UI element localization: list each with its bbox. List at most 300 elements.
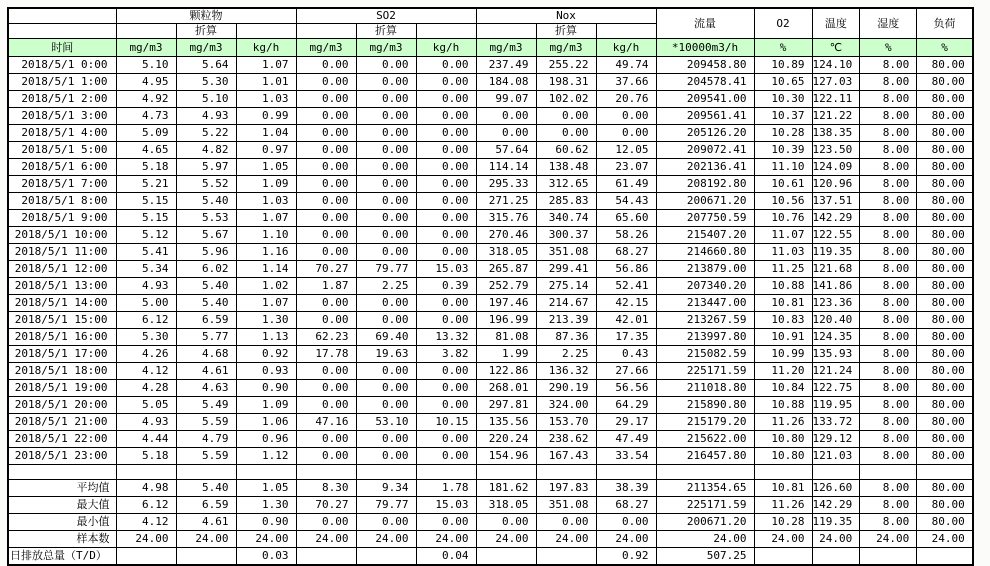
data-cell[interactable]: 0.00	[356, 210, 416, 227]
data-cell[interactable]: 127.03	[812, 74, 860, 91]
data-cell[interactable]: 0.00	[356, 312, 416, 329]
data-cell[interactable]: 5.00	[116, 295, 176, 312]
data-cell[interactable]: 0.00	[416, 244, 476, 261]
data-cell[interactable]: 1.87	[296, 278, 356, 295]
data-cell[interactable]: 197.46	[476, 295, 536, 312]
data-cell[interactable]: 58.26	[596, 227, 656, 244]
header-humidity[interactable]: 湿度	[860, 8, 917, 39]
data-cell[interactable]: 80.00	[917, 176, 973, 193]
data-cell[interactable]: 114.14	[476, 159, 536, 176]
empty-cell[interactable]	[116, 465, 176, 480]
data-cell[interactable]: 0.00	[296, 363, 356, 380]
data-cell[interactable]: 5.15	[116, 210, 176, 227]
summary-cell[interactable]: 8.00	[860, 497, 917, 514]
time-cell[interactable]: 2018/5/1 19:00	[8, 380, 116, 397]
data-cell[interactable]: 80.00	[917, 125, 973, 142]
data-cell[interactable]: 0.00	[536, 108, 596, 125]
data-cell[interactable]: 2.25	[536, 346, 596, 363]
data-cell[interactable]: 0.00	[416, 380, 476, 397]
data-cell[interactable]: 209541.00	[656, 91, 754, 108]
data-cell[interactable]: 0.00	[296, 142, 356, 159]
unit-nox-2[interactable]: mg/m3	[536, 39, 596, 57]
data-cell[interactable]: 4.95	[116, 74, 176, 91]
data-cell[interactable]: 8.00	[860, 431, 917, 448]
time-cell[interactable]: 2018/5/1 11:00	[8, 244, 116, 261]
time-cell[interactable]: 2018/5/1 12:00	[8, 261, 116, 278]
time-cell[interactable]: 2018/5/1 23:00	[8, 448, 116, 465]
data-cell[interactable]: 10.37	[754, 108, 812, 125]
data-cell[interactable]: 5.59	[176, 414, 236, 431]
data-cell[interactable]: 80.00	[917, 108, 973, 125]
data-cell[interactable]: 5.15	[116, 193, 176, 210]
data-cell[interactable]: 4.44	[116, 431, 176, 448]
data-cell[interactable]: 0.00	[296, 108, 356, 125]
data-cell[interactable]: 124.10	[812, 57, 860, 74]
data-cell[interactable]: 42.01	[596, 312, 656, 329]
data-cell[interactable]: 99.07	[476, 91, 536, 108]
summary-cell[interactable]: 24.00	[596, 531, 656, 548]
data-cell[interactable]: 0.00	[356, 125, 416, 142]
data-cell[interactable]: 1.09	[236, 397, 296, 414]
time-cell[interactable]: 2018/5/1 8:00	[8, 193, 116, 210]
data-cell[interactable]: 70.27	[296, 261, 356, 278]
summary-cell[interactable]: 4.98	[116, 480, 176, 497]
data-cell[interactable]: 0.97	[236, 142, 296, 159]
data-cell[interactable]: 238.62	[536, 431, 596, 448]
data-cell[interactable]: 0.00	[416, 176, 476, 193]
data-cell[interactable]: 8.00	[860, 74, 917, 91]
unit-load[interactable]: %	[917, 39, 973, 57]
data-cell[interactable]: 8.00	[860, 329, 917, 346]
data-cell[interactable]: 5.96	[176, 244, 236, 261]
data-cell[interactable]: 1.12	[236, 448, 296, 465]
summary-cell[interactable]: 0.00	[356, 514, 416, 531]
time-cell[interactable]: 2018/5/1 3:00	[8, 108, 116, 125]
time-cell[interactable]: 2018/5/1 15:00	[8, 312, 116, 329]
data-cell[interactable]: 68.27	[596, 244, 656, 261]
data-cell[interactable]: 120.40	[812, 312, 860, 329]
data-cell[interactable]: 5.49	[176, 397, 236, 414]
data-cell[interactable]: 80.00	[917, 329, 973, 346]
summary-cell[interactable]	[536, 548, 596, 566]
data-cell[interactable]: 4.26	[116, 346, 176, 363]
data-cell[interactable]: 81.08	[476, 329, 536, 346]
summary-cell[interactable]: 24.00	[416, 531, 476, 548]
summary-cell[interactable]: 1.78	[416, 480, 476, 497]
time-cell[interactable]: 2018/5/1 10:00	[8, 227, 116, 244]
data-cell[interactable]: 122.75	[812, 380, 860, 397]
data-cell[interactable]: 0.00	[296, 244, 356, 261]
summary-cell[interactable]: 0.92	[596, 548, 656, 566]
data-cell[interactable]: 122.55	[812, 227, 860, 244]
data-cell[interactable]: 1.10	[236, 227, 296, 244]
data-cell[interactable]: 216457.80	[656, 448, 754, 465]
data-cell[interactable]: 10.15	[416, 414, 476, 431]
summary-cell[interactable]: 8.00	[860, 514, 917, 531]
data-cell[interactable]: 209458.80	[656, 57, 754, 74]
data-cell[interactable]: 154.96	[476, 448, 536, 465]
time-cell[interactable]: 2018/5/1 1:00	[8, 74, 116, 91]
data-cell[interactable]: 8.00	[860, 193, 917, 210]
data-cell[interactable]: 0.00	[416, 363, 476, 380]
data-cell[interactable]: 312.65	[536, 176, 596, 193]
data-cell[interactable]: 119.35	[812, 244, 860, 261]
data-cell[interactable]: 10.39	[754, 142, 812, 159]
data-cell[interactable]: 8.00	[860, 142, 917, 159]
summary-cell[interactable]: 6.12	[116, 497, 176, 514]
data-cell[interactable]: 80.00	[917, 142, 973, 159]
data-cell[interactable]: 0.00	[416, 448, 476, 465]
data-cell[interactable]: 60.62	[536, 142, 596, 159]
data-cell[interactable]: 8.00	[860, 227, 917, 244]
data-cell[interactable]: 5.97	[176, 159, 236, 176]
data-cell[interactable]: 8.00	[860, 448, 917, 465]
empty-cell[interactable]	[656, 465, 754, 480]
data-cell[interactable]: 351.08	[536, 244, 596, 261]
data-cell[interactable]: 10.80	[754, 448, 812, 465]
data-cell[interactable]: 10.56	[754, 193, 812, 210]
data-cell[interactable]: 1.04	[236, 125, 296, 142]
empty-cell[interactable]	[860, 465, 917, 480]
summary-cell[interactable]: 318.05	[476, 497, 536, 514]
data-cell[interactable]: 80.00	[917, 363, 973, 380]
data-cell[interactable]: 4.63	[176, 380, 236, 397]
data-cell[interactable]: 4.92	[116, 91, 176, 108]
data-cell[interactable]: 120.96	[812, 176, 860, 193]
summary-cell[interactable]: 0.04	[416, 548, 476, 566]
data-cell[interactable]: 80.00	[917, 312, 973, 329]
empty-cell[interactable]	[812, 465, 860, 480]
data-cell[interactable]: 57.64	[476, 142, 536, 159]
summary-cell[interactable]: 181.62	[476, 480, 536, 497]
summary-cell[interactable]: 24.00	[356, 531, 416, 548]
data-cell[interactable]: 0.00	[476, 108, 536, 125]
data-cell[interactable]: 8.00	[860, 57, 917, 74]
summary-cell[interactable]: 6.59	[176, 497, 236, 514]
data-cell[interactable]: 1.06	[236, 414, 296, 431]
data-cell[interactable]: 80.00	[917, 431, 973, 448]
data-cell[interactable]: 220.24	[476, 431, 536, 448]
data-cell[interactable]: 138.48	[536, 159, 596, 176]
data-cell[interactable]: 42.15	[596, 295, 656, 312]
time-cell[interactable]: 2018/5/1 5:00	[8, 142, 116, 159]
summary-cell[interactable]: 0.90	[236, 514, 296, 531]
data-cell[interactable]: 138.35	[812, 125, 860, 142]
summary-cell[interactable]: 24.00	[296, 531, 356, 548]
time-cell[interactable]: 2018/5/1 4:00	[8, 125, 116, 142]
data-cell[interactable]: 122.11	[812, 91, 860, 108]
data-cell[interactable]: 79.77	[356, 261, 416, 278]
data-cell[interactable]: 17.35	[596, 329, 656, 346]
data-cell[interactable]: 4.28	[116, 380, 176, 397]
summary-cell[interactable]: 80.00	[917, 480, 973, 497]
header-group-pm[interactable]: 颗粒物	[116, 8, 296, 24]
data-cell[interactable]: 0.00	[356, 363, 416, 380]
data-cell[interactable]: 80.00	[917, 193, 973, 210]
summary-cell[interactable]: 507.25	[656, 548, 754, 566]
data-cell[interactable]: 10.88	[754, 397, 812, 414]
data-cell[interactable]: 10.83	[754, 312, 812, 329]
data-cell[interactable]: 5.10	[176, 91, 236, 108]
empty-cell[interactable]	[476, 24, 536, 39]
data-cell[interactable]: 1.30	[236, 312, 296, 329]
unit-nox-3[interactable]: kg/h	[596, 39, 656, 57]
data-cell[interactable]: 0.00	[356, 193, 416, 210]
data-cell[interactable]: 5.40	[176, 295, 236, 312]
data-cell[interactable]: 8.00	[860, 278, 917, 295]
data-cell[interactable]: 237.49	[476, 57, 536, 74]
data-cell[interactable]: 8.00	[860, 312, 917, 329]
data-cell[interactable]: 1.05	[236, 159, 296, 176]
data-cell[interactable]: 0.00	[356, 74, 416, 91]
summary-cell[interactable]: 0.00	[476, 514, 536, 531]
summary-cell[interactable]: 68.27	[596, 497, 656, 514]
data-cell[interactable]: 252.79	[476, 278, 536, 295]
summary-cell[interactable]: 142.29	[812, 497, 860, 514]
data-cell[interactable]: 0.00	[296, 57, 356, 74]
data-cell[interactable]: 136.32	[536, 363, 596, 380]
time-cell[interactable]: 2018/5/1 7:00	[8, 176, 116, 193]
data-cell[interactable]: 209561.41	[656, 108, 754, 125]
data-cell[interactable]: 8.00	[860, 414, 917, 431]
unit-pm-2[interactable]: mg/m3	[176, 39, 236, 57]
summary-cell[interactable]: 200671.20	[656, 514, 754, 531]
data-cell[interactable]: 1.13	[236, 329, 296, 346]
summary-cell[interactable]: 197.83	[536, 480, 596, 497]
data-cell[interactable]: 80.00	[917, 448, 973, 465]
data-cell[interactable]: 0.00	[596, 108, 656, 125]
header-temp[interactable]: 温度	[812, 8, 860, 39]
data-cell[interactable]: 0.00	[296, 397, 356, 414]
data-cell[interactable]: 0.00	[356, 244, 416, 261]
summary-cell[interactable]: 8.00	[860, 480, 917, 497]
data-cell[interactable]: 211018.80	[656, 380, 754, 397]
data-cell[interactable]: 8.00	[860, 363, 917, 380]
data-cell[interactable]: 0.43	[596, 346, 656, 363]
time-cell[interactable]: 2018/5/1 20:00	[8, 397, 116, 414]
data-cell[interactable]: 0.00	[296, 159, 356, 176]
data-cell[interactable]: 290.19	[536, 380, 596, 397]
data-cell[interactable]: 10.65	[754, 74, 812, 91]
data-cell[interactable]: 213.39	[536, 312, 596, 329]
header-o2[interactable]: O2	[754, 8, 812, 39]
data-cell[interactable]: 295.33	[476, 176, 536, 193]
data-cell[interactable]: 11.07	[754, 227, 812, 244]
data-cell[interactable]: 121.03	[812, 448, 860, 465]
summary-cell[interactable]	[356, 548, 416, 566]
data-cell[interactable]: 8.00	[860, 210, 917, 227]
data-cell[interactable]: 5.53	[176, 210, 236, 227]
data-cell[interactable]: 5.12	[116, 227, 176, 244]
data-cell[interactable]: 0.00	[416, 142, 476, 159]
time-cell[interactable]: 2018/5/1 21:00	[8, 414, 116, 431]
data-cell[interactable]: 1.09	[236, 176, 296, 193]
data-cell[interactable]: 8.00	[860, 295, 917, 312]
data-cell[interactable]: 0.00	[416, 210, 476, 227]
data-cell[interactable]: 1.02	[236, 278, 296, 295]
data-cell[interactable]: 184.08	[476, 74, 536, 91]
data-cell[interactable]: 47.49	[596, 431, 656, 448]
data-cell[interactable]: 29.17	[596, 414, 656, 431]
summary-cell[interactable]: 38.39	[596, 480, 656, 497]
data-cell[interactable]: 0.00	[416, 74, 476, 91]
data-cell[interactable]: 2.25	[356, 278, 416, 295]
data-cell[interactable]: 4.12	[116, 363, 176, 380]
data-cell[interactable]: 5.77	[176, 329, 236, 346]
data-cell[interactable]: 80.00	[917, 57, 973, 74]
data-cell[interactable]: 5.40	[176, 193, 236, 210]
summary-cell[interactable]: 11.26	[754, 497, 812, 514]
summary-label[interactable]: 最小值	[8, 514, 116, 531]
data-cell[interactable]: 10.76	[754, 210, 812, 227]
data-cell[interactable]: 225171.59	[656, 363, 754, 380]
data-cell[interactable]: 33.54	[596, 448, 656, 465]
data-cell[interactable]: 5.59	[176, 448, 236, 465]
summary-cell[interactable]: 4.12	[116, 514, 176, 531]
summary-cell[interactable]: 79.77	[356, 497, 416, 514]
summary-cell[interactable]: 80.00	[917, 514, 973, 531]
data-cell[interactable]: 215622.00	[656, 431, 754, 448]
time-cell[interactable]: 2018/5/1 2:00	[8, 91, 116, 108]
summary-cell[interactable]: 24.00	[917, 531, 973, 548]
data-cell[interactable]: 80.00	[917, 397, 973, 414]
data-cell[interactable]: 271.25	[476, 193, 536, 210]
data-cell[interactable]: 19.63	[356, 346, 416, 363]
summary-cell[interactable]	[754, 548, 812, 566]
empty-cell[interactable]	[754, 465, 812, 480]
data-cell[interactable]: 69.40	[356, 329, 416, 346]
empty-cell[interactable]	[236, 24, 296, 39]
summary-cell[interactable]: 24.00	[812, 531, 860, 548]
time-cell[interactable]: 2018/5/1 17:00	[8, 346, 116, 363]
data-cell[interactable]: 102.02	[536, 91, 596, 108]
data-cell[interactable]: 0.00	[296, 74, 356, 91]
data-cell[interactable]: 11.20	[754, 363, 812, 380]
summary-cell[interactable]: 225171.59	[656, 497, 754, 514]
data-cell[interactable]: 213447.00	[656, 295, 754, 312]
data-cell[interactable]: 300.37	[536, 227, 596, 244]
summary-cell[interactable]: 70.27	[296, 497, 356, 514]
data-cell[interactable]: 214660.80	[656, 244, 754, 261]
summary-cell[interactable]: 1.05	[236, 480, 296, 497]
empty-cell[interactable]	[8, 465, 116, 480]
header-nox-converted[interactable]: 折算	[536, 24, 596, 39]
data-cell[interactable]: 209072.41	[656, 142, 754, 159]
data-cell[interactable]: 53.10	[356, 414, 416, 431]
corner-cell-2[interactable]	[8, 24, 116, 39]
summary-cell[interactable]: 24.00	[476, 531, 536, 548]
data-cell[interactable]: 0.00	[356, 159, 416, 176]
summary-cell[interactable]	[812, 548, 860, 566]
summary-cell[interactable]: 351.08	[536, 497, 596, 514]
data-cell[interactable]: 198.31	[536, 74, 596, 91]
data-cell[interactable]: 0.00	[296, 91, 356, 108]
data-cell[interactable]: 5.64	[176, 57, 236, 74]
corner-cell-1[interactable]	[8, 8, 116, 24]
data-cell[interactable]: 56.56	[596, 380, 656, 397]
empty-cell[interactable]	[476, 465, 536, 480]
data-cell[interactable]: 4.73	[116, 108, 176, 125]
data-cell[interactable]: 0.00	[296, 380, 356, 397]
empty-cell[interactable]	[596, 465, 656, 480]
time-cell[interactable]: 2018/5/1 13:00	[8, 278, 116, 295]
data-cell[interactable]: 8.00	[860, 91, 917, 108]
data-cell[interactable]: 0.00	[596, 125, 656, 142]
data-cell[interactable]: 0.00	[296, 176, 356, 193]
data-cell[interactable]: 13.32	[416, 329, 476, 346]
data-cell[interactable]: 8.00	[860, 244, 917, 261]
summary-cell[interactable]: 10.28	[754, 514, 812, 531]
data-cell[interactable]: 12.05	[596, 142, 656, 159]
time-cell[interactable]: 2018/5/1 16:00	[8, 329, 116, 346]
data-cell[interactable]: 10.80	[754, 431, 812, 448]
data-cell[interactable]: 135.56	[476, 414, 536, 431]
time-cell[interactable]: 2018/5/1 6:00	[8, 159, 116, 176]
data-cell[interactable]: 65.60	[596, 210, 656, 227]
unit-nox-1[interactable]: mg/m3	[476, 39, 536, 57]
data-cell[interactable]: 4.79	[176, 431, 236, 448]
data-cell[interactable]: 255.22	[536, 57, 596, 74]
data-cell[interactable]: 167.43	[536, 448, 596, 465]
data-cell[interactable]: 204578.41	[656, 74, 754, 91]
data-cell[interactable]: 0.00	[356, 108, 416, 125]
data-cell[interactable]: 0.00	[296, 448, 356, 465]
data-cell[interactable]: 265.87	[476, 261, 536, 278]
data-cell[interactable]: 5.09	[116, 125, 176, 142]
data-cell[interactable]: 213267.59	[656, 312, 754, 329]
summary-label[interactable]: 最大值	[8, 497, 116, 514]
data-cell[interactable]: 37.66	[596, 74, 656, 91]
data-cell[interactable]: 0.00	[356, 57, 416, 74]
summary-label[interactable]: 样本数	[8, 531, 116, 548]
data-cell[interactable]: 202136.41	[656, 159, 754, 176]
data-cell[interactable]: 0.00	[296, 193, 356, 210]
data-cell[interactable]: 121.68	[812, 261, 860, 278]
data-cell[interactable]: 324.00	[536, 397, 596, 414]
empty-cell[interactable]	[917, 465, 973, 480]
summary-label[interactable]: 日排放总量（T/D）	[8, 548, 116, 566]
data-cell[interactable]: 10.89	[754, 57, 812, 74]
data-cell[interactable]: 80.00	[917, 91, 973, 108]
data-cell[interactable]: 6.59	[176, 312, 236, 329]
data-cell[interactable]: 141.86	[812, 278, 860, 295]
data-cell[interactable]: 8.00	[860, 176, 917, 193]
summary-cell[interactable]: 5.40	[176, 480, 236, 497]
data-cell[interactable]: 0.00	[356, 448, 416, 465]
empty-cell[interactable]	[596, 24, 656, 39]
unit-pm-3[interactable]: kg/h	[236, 39, 296, 57]
summary-cell[interactable]: 119.35	[812, 514, 860, 531]
data-cell[interactable]: 0.00	[296, 227, 356, 244]
data-cell[interactable]: 80.00	[917, 227, 973, 244]
data-cell[interactable]: 0.00	[296, 210, 356, 227]
data-cell[interactable]: 0.99	[236, 108, 296, 125]
data-cell[interactable]: 5.30	[176, 74, 236, 91]
data-cell[interactable]: 0.00	[356, 295, 416, 312]
data-cell[interactable]: 11.03	[754, 244, 812, 261]
header-flow[interactable]: 流量	[656, 8, 754, 39]
data-cell[interactable]: 0.00	[416, 397, 476, 414]
data-cell[interactable]: 1.03	[236, 91, 296, 108]
data-cell[interactable]: 8.00	[860, 261, 917, 278]
summary-cell[interactable]	[176, 548, 236, 566]
data-cell[interactable]: 207340.20	[656, 278, 754, 295]
data-cell[interactable]: 52.41	[596, 278, 656, 295]
data-cell[interactable]: 215179.20	[656, 414, 754, 431]
data-cell[interactable]: 0.00	[416, 295, 476, 312]
data-cell[interactable]: 80.00	[917, 261, 973, 278]
summary-cell[interactable]: 9.34	[356, 480, 416, 497]
